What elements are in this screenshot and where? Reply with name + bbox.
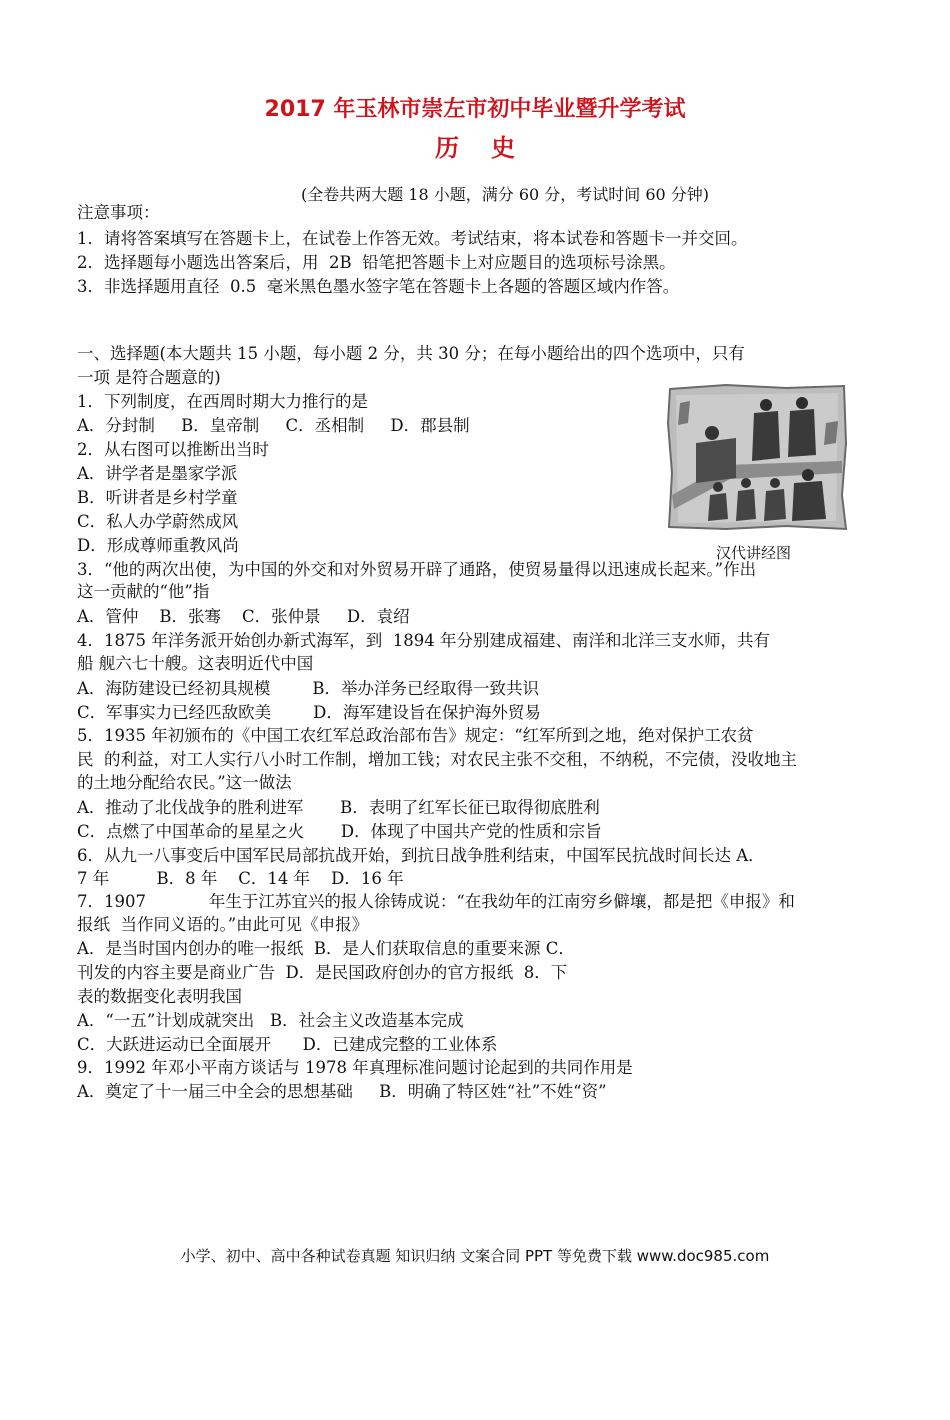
page-footer: 小学、初中、高中各种试卷真题 知识归纳 文案合同 PPT 等免费下载 www.doc985.com — [180, 1247, 770, 1265]
question-line: 1．下列制度，在西周时期大力推行的是 — [77, 392, 368, 411]
section-heading-cont: 一项 是符合题意的) — [77, 368, 221, 387]
question-line: A．是当时国内创办的唯一报纸 B．是人们获取信息的重要来源 C． — [77, 939, 575, 958]
question-line: A．海防建设已经初具规模 B．举办洋务已经取得一致共识 — [77, 679, 539, 698]
notice-item: 3．非选择题用直径 0.5 毫米黑色墨水签字笔在答题卡上各题的答题区域内作答。 — [77, 277, 680, 296]
question-line: A．奠定了十一届三中全会的思想基础 B．明确了特区姓“社”不姓“资” — [77, 1082, 607, 1101]
question-line: 表的数据变化表明我国 — [77, 987, 242, 1006]
question-line: A．管仲 B．张骞 C．张仲景 D．袁绍 — [77, 607, 410, 626]
question-line: 船 舰六七十艘。这表明近代中国 — [77, 654, 314, 673]
question-line: D．形成尊师重教风尚 — [77, 536, 239, 555]
question-line: C．大跃进运动已全面展开 D．已建成完整的工业体系 — [77, 1035, 498, 1054]
subject-title: 历史 — [435, 134, 547, 162]
han-lecture-rubbing-image — [666, 383, 848, 531]
question-line: 报纸 当作同义语的。”由此可见《申报》 — [77, 915, 369, 934]
question-line: 这一贡献的“他”指 — [77, 582, 210, 601]
question-line: C．点燃了中国革命的星星之火 D．体现了中国共产党的性质和宗旨 — [77, 822, 602, 841]
notice-item: 1．请将答案填写在答题卡上，在试卷上作答无效。考试结束，将本试卷和答题卡一并交回。 — [77, 229, 748, 248]
notice-item: 2．选择题每小题选出答案后，用 2B 铅笔把答题卡上对应题目的选项标号涂黑。 — [77, 253, 676, 272]
exam-title: 2017 年玉林市崇左市初中毕业暨升学考试 — [264, 97, 686, 122]
question-line: B．听讲者是乡村学童 — [77, 488, 238, 507]
figure-caption: 汉代讲经图 — [716, 544, 792, 562]
question-line: A．“一五”计划成就突出 B．社会主义改造基本完成 — [77, 1011, 464, 1030]
question-line: 7 年 B．8 年 C．14 年 D．16 年 — [77, 869, 404, 888]
question-line: 刊发的内容主要是商业广告 D．是民国政府创办的官方报纸 8．下 — [77, 963, 568, 982]
question-line: 6．从九一八事变后中国军民局部抗战开始，到抗日战争胜利结束，中国军民抗战时间长达 A． — [77, 846, 765, 865]
section-heading: 一、选择题(本大题共 15 小题，每小题 2 分，共 30 分；在每小题给出的四个选项中，只有 — [77, 344, 745, 363]
question-line: 5．1935 年初颁布的《中国工农红军总政治部布告》规定：“红军所到之地，绝对保护工农贫 — [77, 726, 754, 745]
question-line: 的土地分配给农民。”这一做法 — [77, 773, 292, 792]
question-line: 3．“他的两次出使，为中国的外交和对外贸易开辟了通路，使贸易量得以迅速成长起来。”作出 — [77, 560, 757, 579]
question-line: C．军事实力已经匹敌欧美 D．海军建设旨在保护海外贸易 — [77, 703, 541, 722]
question-line: A．讲学者是墨家学派 — [77, 464, 238, 483]
question-line: A．推动了北伐战争的胜利进军 B．表明了红军长征已取得彻底胜利 — [77, 798, 600, 817]
question-line: 9．1992 年邓小平南方谈话与 1978 年真理标准问题讨论起到的共同作用是 — [77, 1058, 633, 1077]
question-line: A．分封制 B．皇帝制 C．丞相制 D．郡县制 — [77, 416, 470, 435]
exam-subtitle: (全卷共两大题 18 小题，满分 60 分，考试时间 60 分钟) — [300, 185, 710, 204]
question-line: 民 的利益，对工人实行八小时工作制，增加工钱；对农民主张不交租，不纳税，不完债，没收地主 — [77, 750, 797, 769]
question-line: 4．1875 年洋务派开始创办新式海军，到 1894 年分别建成福建、南洋和北洋三支水师，共有 — [77, 631, 770, 650]
notice-heading: 注意事项： — [77, 203, 160, 222]
question-line: C．私人办学蔚然成风 — [77, 512, 239, 531]
question-line: 7．1907 年生于江苏宜兴的报人徐铸成说：“在我幼年的江南穷乡僻壤，都是把《申报》和 — [77, 892, 795, 911]
question-line: 2．从右图可以推断出当时 — [77, 440, 269, 459]
